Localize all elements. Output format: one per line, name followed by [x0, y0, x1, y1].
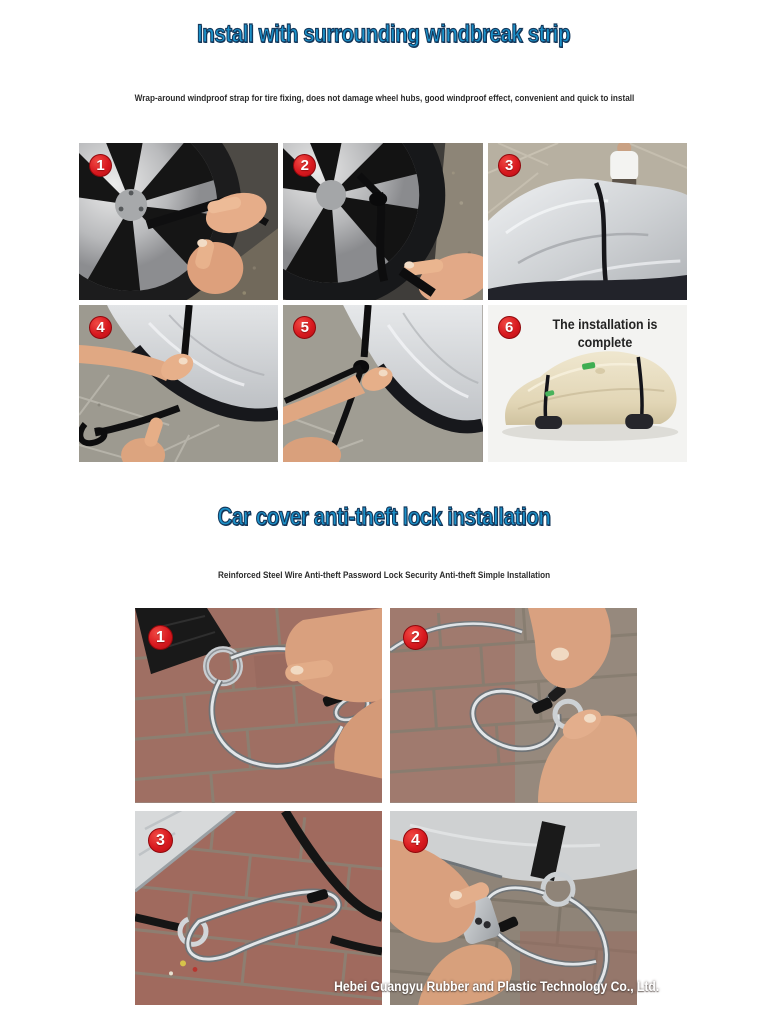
step-number-badge: 5 [293, 316, 316, 339]
section2-title [0, 503, 768, 532]
step-number-badge: 1 [89, 154, 112, 177]
section1-subtitle-text: Wrap-around windproof strap for tire fixing, does not damage wheel hubs, good windproof effect, convenient and quick to install [134, 93, 634, 104]
lock-step-photo-2 [390, 608, 637, 803]
step-photo-3 [488, 143, 687, 300]
step-photo-6 [488, 305, 687, 462]
step-number-badge: 3 [498, 154, 521, 177]
section1-subtitle [0, 93, 768, 104]
step-number-badge: 6 [498, 316, 521, 339]
lock-step-photo-4 [390, 811, 637, 1006]
company-name-text: Hebei Guangyu Rubber and Plastic Technology Co., Ltd. [334, 979, 660, 994]
step-number-badge: 3 [148, 828, 173, 853]
company-name [0, 979, 768, 994]
step-number-badge: 2 [403, 625, 428, 650]
step-photo-2 [283, 143, 482, 300]
step-number-badge: 2 [293, 154, 316, 177]
lock-step-photo-3 [135, 811, 382, 1006]
step-photo-1 [79, 143, 278, 300]
lock-step-photo-1 [135, 608, 382, 803]
section1-title [0, 20, 768, 49]
anti-theft-lock-steps-grid [135, 608, 637, 1005]
step-photo-5 [283, 305, 482, 462]
step-number-badge: 1 [148, 625, 173, 650]
completion-caption: The installation is complete [552, 317, 658, 350]
step-photo-4 [79, 305, 278, 462]
windbreak-steps-grid [79, 143, 687, 462]
section2-title-text: Car cover anti-theft lock installation [217, 503, 551, 531]
step-number-badge: 4 [403, 828, 428, 853]
step-number-badge: 4 [89, 316, 112, 339]
section2-subtitle-text: Reinforced Steel Wire Anti-theft Password Lock Security Anti-theft Simple Installation [217, 570, 551, 581]
section2-subtitle [0, 570, 768, 581]
section1-title-text: Install with surrounding windbreak strip [197, 20, 571, 48]
